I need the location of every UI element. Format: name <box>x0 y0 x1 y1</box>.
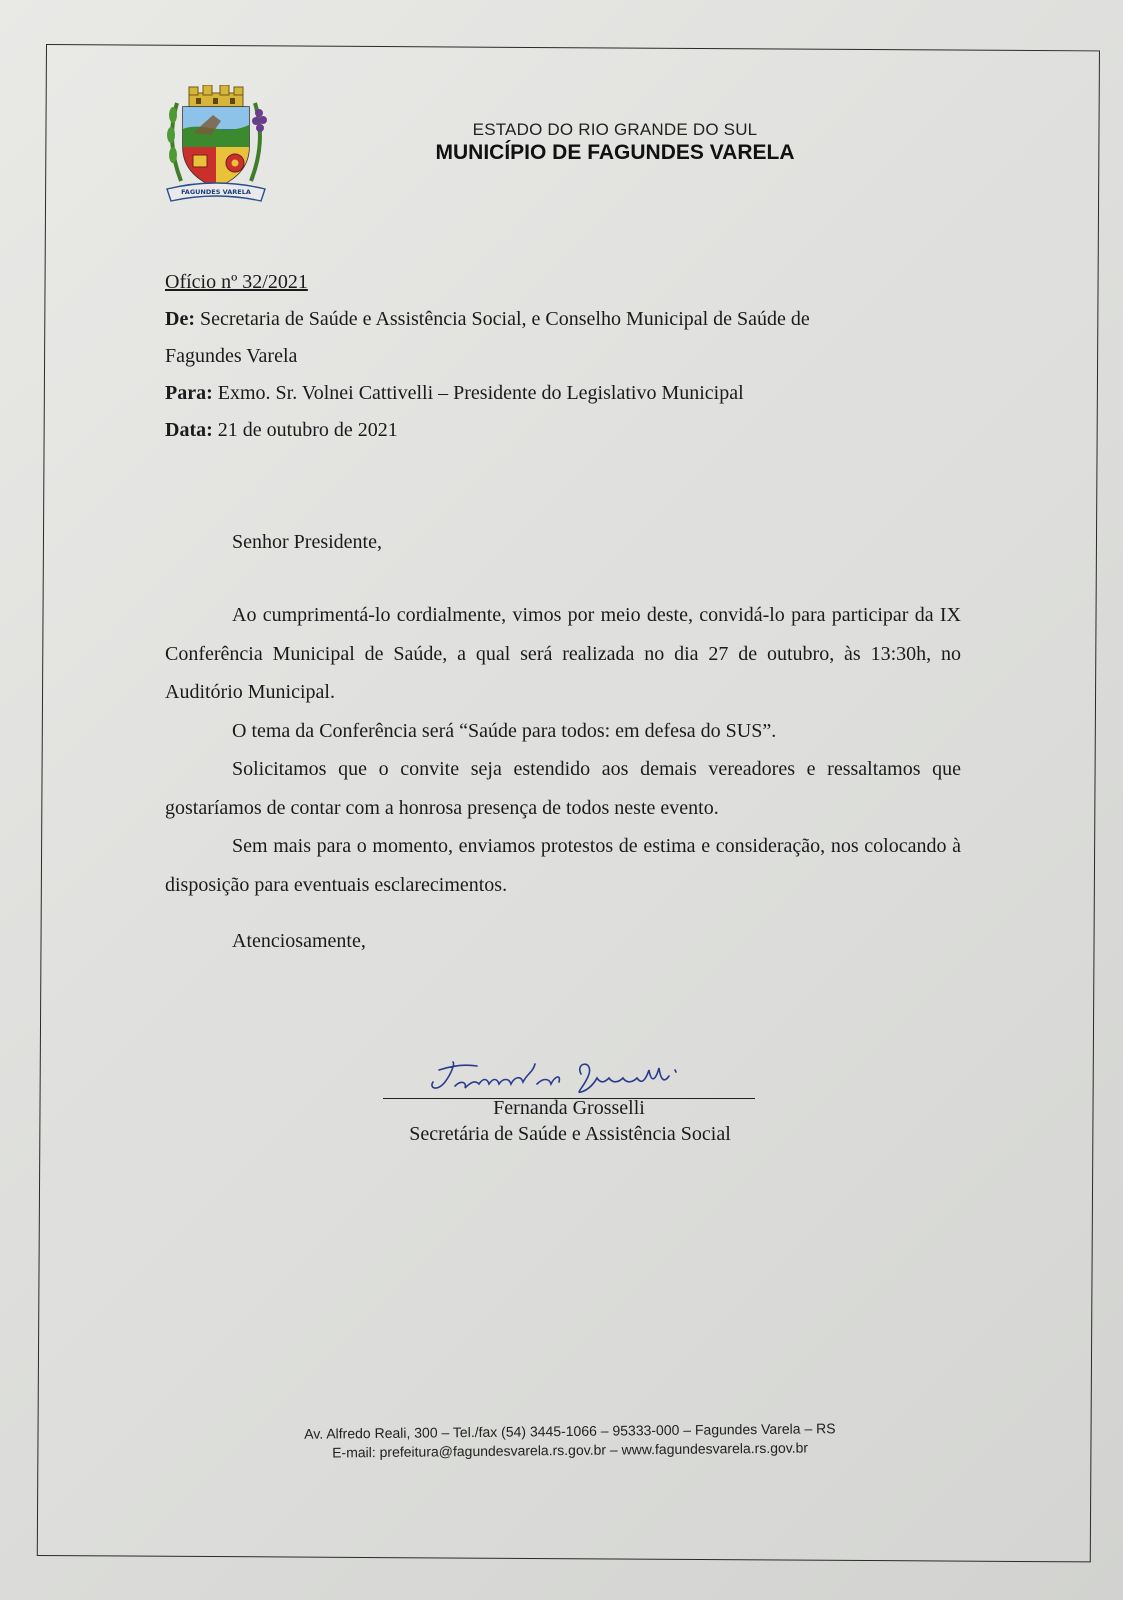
to-value: Exmo. Sr. Volnei Cattivelli – Presidente do Legislativo Municipal <box>217 382 744 404</box>
crest-wheat-left <box>167 103 181 181</box>
footer-address: Av. Alfredo Reali, 300 – Tel./fax (54) 3445-1066 – 95333-000 – Fagundes Varela – RS <box>304 1420 836 1442</box>
from-label: De: <box>165 308 195 330</box>
signatory-name: Fernanda Grosselli <box>493 1097 645 1119</box>
body-paragraph-theme: O tema da Conferência será “Saúde para todos: em defesa do SUS”. <box>232 719 777 742</box>
salutation <box>165 523 961 562</box>
date-value: 21 de outubro de 2021 <box>217 419 398 441</box>
signatory-role: Secretária de Saúde e Assistência Social <box>409 1123 731 1145</box>
footer-contact: E-mail: prefeitura@fagundesvarela.rs.gov.br – www.fagundesvarela.rs.gov.br <box>332 1439 809 1461</box>
letterhead <box>395 120 835 165</box>
handwritten-signature <box>425 1052 695 1098</box>
letter-body <box>165 596 961 904</box>
from-value: Secretaria de Saúde e Assistência Social, e Conselho Municipal de Saúde de <box>199 308 810 330</box>
to-label: Para: <box>165 382 213 404</box>
crest-grapes-right <box>251 103 267 181</box>
municipal-crest-logo <box>163 85 269 209</box>
crest-banner <box>167 183 265 201</box>
closing <box>165 922 961 961</box>
crest-banner-text: FAGUNDES VARELA <box>181 188 251 196</box>
date-label: Data: <box>165 419 213 441</box>
body-paragraph-invitation: Ao cumprimentá-lo cordialmente, vimos por meio deste, convidá-lo para participar da IX Conferência Municipal de Saúde, a qual será realizada no dia 27 de outubro, às 13:30h, no Auditório Municipal. <box>165 604 961 703</box>
body-paragraph-request: Solicitamos que o convite seja estendido aos demais vereadores e ressaltamos que gostaríamos de contar com a honrosa presença de todos neste evento. <box>165 758 961 819</box>
municipality-name: MUNICÍPIO DE FAGUNDES VARELA <box>435 141 795 164</box>
letter-reference: Ofício nº 32/2021 <box>165 271 308 293</box>
closing-text: Atenciosamente, <box>232 930 366 952</box>
letter-meta <box>165 264 965 449</box>
salutation-text: Senhor Presidente, <box>232 531 382 553</box>
body-paragraph-closing-remarks: Sem mais para o momento, enviamos protestos de estima e consideração, nos colocando à disposição para eventuais esclarecimentos. <box>165 835 961 896</box>
state-name: ESTADO DO RIO GRANDE DO SUL <box>472 120 758 139</box>
from-value-continued: Fagundes Varela <box>165 345 298 367</box>
crest-shield <box>183 107 249 187</box>
crest-crown <box>189 85 243 107</box>
footer <box>250 1419 890 1464</box>
